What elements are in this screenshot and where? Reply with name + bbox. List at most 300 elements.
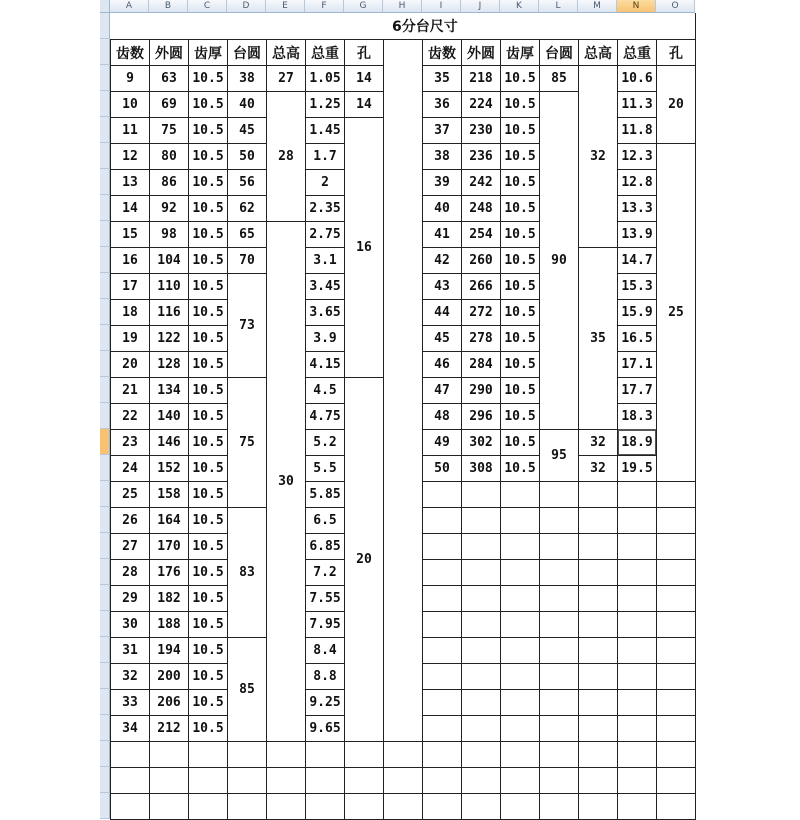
empty-cell[interactable]: [461, 481, 501, 508]
empty-cell[interactable]: [422, 741, 462, 768]
empty-cell[interactable]: [578, 481, 618, 508]
row-header[interactable]: [100, 273, 110, 299]
cell-tooth-count[interactable]: 15: [110, 221, 150, 248]
empty-cell[interactable]: [422, 637, 462, 664]
cell-tooth-count[interactable]: 35: [422, 65, 462, 92]
empty-cell[interactable]: [266, 767, 306, 794]
cell-total-height[interactable]: 32: [578, 65, 618, 248]
cell-hub-diameter[interactable]: 85: [539, 65, 579, 92]
cell-bore[interactable]: 25: [656, 143, 696, 482]
cell-hub-diameter[interactable]: 95: [539, 429, 579, 482]
cell-outer-diameter[interactable]: 290: [461, 377, 501, 404]
cell-total-weight[interactable]: 7.55: [305, 585, 345, 612]
cell-outer-diameter[interactable]: 242: [461, 169, 501, 196]
empty-cell[interactable]: [422, 533, 462, 560]
row-header[interactable]: [100, 169, 110, 195]
cell-tooth-count[interactable]: 19: [110, 325, 150, 352]
empty-cell[interactable]: [149, 741, 189, 768]
empty-cell[interactable]: [422, 767, 462, 794]
cell-tooth-thickness[interactable]: 10.5: [500, 273, 540, 300]
empty-cell[interactable]: [617, 715, 657, 742]
cell-total-weight[interactable]: 12.8: [617, 169, 657, 196]
cell-total-weight[interactable]: 1.05: [305, 65, 345, 92]
cell-tooth-thickness[interactable]: 10.5: [188, 247, 228, 274]
empty-cell[interactable]: [500, 507, 540, 534]
column-header-m[interactable]: M: [578, 0, 617, 13]
cell-outer-diameter[interactable]: 134: [149, 377, 189, 404]
cell-total-height[interactable]: 30: [266, 221, 306, 742]
cell-outer-diameter[interactable]: 80: [149, 143, 189, 170]
empty-cell[interactable]: [461, 559, 501, 586]
empty-cell[interactable]: [422, 793, 462, 820]
empty-cell[interactable]: [500, 481, 540, 508]
row-header[interactable]: [100, 143, 110, 169]
cell-tooth-count[interactable]: 33: [110, 689, 150, 716]
cell-outer-diameter[interactable]: 146: [149, 429, 189, 456]
empty-cell[interactable]: [422, 585, 462, 612]
row-header[interactable]: [100, 91, 110, 117]
empty-cell[interactable]: [617, 663, 657, 690]
empty-cell[interactable]: [539, 715, 579, 742]
column-header-f[interactable]: F: [305, 0, 344, 13]
cell-tooth-count[interactable]: 44: [422, 299, 462, 326]
cell-tooth-count[interactable]: 18: [110, 299, 150, 326]
cell-tooth-count[interactable]: 46: [422, 351, 462, 378]
row-header[interactable]: [100, 13, 110, 39]
empty-cell[interactable]: [617, 689, 657, 716]
cell-outer-diameter[interactable]: 206: [149, 689, 189, 716]
empty-cell[interactable]: [656, 585, 696, 612]
cell-outer-diameter[interactable]: 158: [149, 481, 189, 508]
cell-outer-diameter[interactable]: 212: [149, 715, 189, 742]
cell-outer-diameter[interactable]: 296: [461, 403, 501, 430]
row-header[interactable]: [100, 715, 110, 741]
cell-total-weight[interactable]: 17.1: [617, 351, 657, 378]
row-header[interactable]: [100, 247, 110, 273]
empty-cell[interactable]: [461, 715, 501, 742]
cell-tooth-count[interactable]: 16: [110, 247, 150, 274]
empty-cell[interactable]: [578, 689, 618, 716]
empty-cell[interactable]: [656, 741, 696, 768]
cell-tooth-count[interactable]: 12: [110, 143, 150, 170]
empty-cell[interactable]: [461, 663, 501, 690]
cell-tooth-count[interactable]: 21: [110, 377, 150, 404]
row-header[interactable]: [100, 663, 110, 689]
cell-total-weight[interactable]: 12.3: [617, 143, 657, 170]
row-header[interactable]: [100, 65, 110, 91]
empty-cell[interactable]: [578, 507, 618, 534]
cell-outer-diameter[interactable]: 224: [461, 91, 501, 118]
row-header[interactable]: [100, 39, 110, 65]
empty-cell[interactable]: [149, 767, 189, 794]
cell-tooth-count[interactable]: 20: [110, 351, 150, 378]
cell-total-weight[interactable]: 11.8: [617, 117, 657, 144]
cell-outer-diameter[interactable]: 230: [461, 117, 501, 144]
active-cell[interactable]: 18.9: [617, 429, 657, 456]
cell-tooth-count[interactable]: 31: [110, 637, 150, 664]
cell-tooth-count[interactable]: 27: [110, 533, 150, 560]
cell-hub-diameter[interactable]: 38: [227, 65, 267, 92]
empty-cell[interactable]: [344, 793, 384, 820]
cell-total-weight[interactable]: 1.7: [305, 143, 345, 170]
cell-total-weight[interactable]: 11.3: [617, 91, 657, 118]
empty-cell[interactable]: [539, 663, 579, 690]
cell-total-weight[interactable]: 3.9: [305, 325, 345, 352]
cell-tooth-count[interactable]: 22: [110, 403, 150, 430]
empty-cell[interactable]: [500, 533, 540, 560]
cell-outer-diameter[interactable]: 278: [461, 325, 501, 352]
cell-tooth-thickness[interactable]: 10.5: [500, 221, 540, 248]
cell-hub-diameter[interactable]: 62: [227, 195, 267, 222]
empty-cell[interactable]: [539, 689, 579, 716]
empty-cell[interactable]: [500, 715, 540, 742]
row-header[interactable]: [100, 481, 110, 507]
column-header-j[interactable]: J: [461, 0, 500, 13]
row-header[interactable]: [100, 559, 110, 585]
cell-outer-diameter[interactable]: 122: [149, 325, 189, 352]
empty-cell[interactable]: [578, 611, 618, 638]
cell-outer-diameter[interactable]: 308: [461, 455, 501, 482]
empty-cell[interactable]: [500, 611, 540, 638]
cell-total-weight[interactable]: 5.5: [305, 455, 345, 482]
cell-tooth-count[interactable]: 39: [422, 169, 462, 196]
cell-hub-diameter[interactable]: 85: [227, 637, 267, 742]
row-header[interactable]: [100, 325, 110, 351]
cell-hub-diameter[interactable]: 73: [227, 273, 267, 378]
column-header-i[interactable]: I: [422, 0, 461, 13]
cell-tooth-thickness[interactable]: 10.5: [188, 559, 228, 586]
empty-cell[interactable]: [461, 637, 501, 664]
empty-cell[interactable]: [539, 533, 579, 560]
row-header[interactable]: [100, 429, 110, 455]
column-header-c[interactable]: C: [188, 0, 227, 13]
cell-total-weight[interactable]: 16.5: [617, 325, 657, 352]
cell-tooth-thickness[interactable]: 10.5: [500, 325, 540, 352]
column-header-d[interactable]: D: [227, 0, 266, 13]
cell-total-weight[interactable]: 8.4: [305, 637, 345, 664]
empty-cell[interactable]: [656, 507, 696, 534]
empty-cell[interactable]: [422, 559, 462, 586]
cell-total-weight[interactable]: 15.3: [617, 273, 657, 300]
cell-total-weight[interactable]: 14.7: [617, 247, 657, 274]
row-header[interactable]: [100, 793, 110, 819]
cell-tooth-thickness[interactable]: 10.5: [500, 299, 540, 326]
cell-outer-diameter[interactable]: 86: [149, 169, 189, 196]
empty-cell[interactable]: [617, 481, 657, 508]
empty-cell[interactable]: [110, 767, 150, 794]
cell-outer-diameter[interactable]: 218: [461, 65, 501, 92]
cell-total-height[interactable]: 32: [578, 455, 618, 482]
cell-tooth-count[interactable]: 24: [110, 455, 150, 482]
cell-tooth-thickness[interactable]: 10.5: [188, 715, 228, 742]
row-header[interactable]: [100, 299, 110, 325]
cell-outer-diameter[interactable]: 69: [149, 91, 189, 118]
row-header[interactable]: [100, 741, 110, 767]
cell-tooth-thickness[interactable]: 10.5: [188, 143, 228, 170]
cell-total-weight[interactable]: 9.65: [305, 715, 345, 742]
cell-outer-diameter[interactable]: 170: [149, 533, 189, 560]
empty-cell[interactable]: [617, 533, 657, 560]
row-header[interactable]: [100, 117, 110, 143]
cell-tooth-thickness[interactable]: 10.5: [188, 195, 228, 222]
cell-outer-diameter[interactable]: 260: [461, 247, 501, 274]
cell-tooth-count[interactable]: 26: [110, 507, 150, 534]
empty-cell[interactable]: [656, 663, 696, 690]
cell-tooth-thickness[interactable]: 10.5: [188, 299, 228, 326]
cell-tooth-count[interactable]: 45: [422, 325, 462, 352]
row-header[interactable]: [100, 377, 110, 403]
empty-cell[interactable]: [578, 793, 618, 820]
empty-cell[interactable]: [617, 585, 657, 612]
empty-cell[interactable]: [110, 793, 150, 820]
empty-cell[interactable]: [500, 689, 540, 716]
cell-outer-diameter[interactable]: 266: [461, 273, 501, 300]
cell-tooth-thickness[interactable]: 10.5: [500, 377, 540, 404]
empty-cell[interactable]: [266, 741, 306, 768]
cell-total-height[interactable]: 28: [266, 91, 306, 222]
empty-cell[interactable]: [110, 741, 150, 768]
empty-cell[interactable]: [539, 611, 579, 638]
row-header[interactable]: [100, 585, 110, 611]
empty-cell[interactable]: [539, 767, 579, 794]
cell-tooth-thickness[interactable]: 10.5: [188, 325, 228, 352]
empty-cell[interactable]: [539, 741, 579, 768]
cell-tooth-thickness[interactable]: 10.5: [188, 221, 228, 248]
cell-tooth-thickness[interactable]: 10.5: [500, 455, 540, 482]
empty-cell[interactable]: [656, 559, 696, 586]
cell-tooth-thickness[interactable]: 10.5: [500, 143, 540, 170]
cell-tooth-count[interactable]: 25: [110, 481, 150, 508]
cell-total-weight[interactable]: 5.85: [305, 481, 345, 508]
cell-hub-diameter[interactable]: 45: [227, 117, 267, 144]
row-header[interactable]: [100, 637, 110, 663]
row-header[interactable]: [100, 507, 110, 533]
empty-cell[interactable]: [578, 741, 618, 768]
empty-cell[interactable]: [656, 533, 696, 560]
cell-tooth-thickness[interactable]: 10.5: [500, 169, 540, 196]
empty-cell[interactable]: [578, 585, 618, 612]
empty-cell[interactable]: [188, 793, 228, 820]
column-header-g[interactable]: G: [344, 0, 383, 13]
cell-tooth-count[interactable]: 38: [422, 143, 462, 170]
empty-cell[interactable]: [578, 663, 618, 690]
cell-tooth-thickness[interactable]: 10.5: [188, 429, 228, 456]
empty-cell[interactable]: [422, 611, 462, 638]
empty-cell[interactable]: [617, 611, 657, 638]
empty-cell[interactable]: [422, 689, 462, 716]
empty-cell[interactable]: [461, 507, 501, 534]
cell-total-height[interactable]: 27: [266, 65, 306, 92]
cell-tooth-count[interactable]: 47: [422, 377, 462, 404]
cell-total-weight[interactable]: 8.8: [305, 663, 345, 690]
empty-cell[interactable]: [227, 793, 267, 820]
select-all-corner[interactable]: [100, 0, 110, 13]
row-header[interactable]: [100, 455, 110, 481]
row-header[interactable]: [100, 533, 110, 559]
cell-tooth-count[interactable]: 43: [422, 273, 462, 300]
column-header-a[interactable]: A: [110, 0, 149, 13]
cell-outer-diameter[interactable]: 302: [461, 429, 501, 456]
empty-cell[interactable]: [617, 793, 657, 820]
cell-outer-diameter[interactable]: 272: [461, 299, 501, 326]
cell-outer-diameter[interactable]: 140: [149, 403, 189, 430]
cell-tooth-thickness[interactable]: 10.5: [500, 429, 540, 456]
cell-hub-diameter[interactable]: 56: [227, 169, 267, 196]
cell-bore[interactable]: 20: [344, 377, 384, 742]
column-header-h[interactable]: H: [383, 0, 422, 13]
row-header[interactable]: [100, 403, 110, 429]
cell-tooth-thickness[interactable]: 10.5: [188, 663, 228, 690]
cell-hub-diameter[interactable]: 70: [227, 247, 267, 274]
empty-cell[interactable]: [422, 663, 462, 690]
cell-tooth-thickness[interactable]: 10.5: [188, 507, 228, 534]
cell-tooth-count[interactable]: 9: [110, 65, 150, 92]
spreadsheet-grid[interactable]: [100, 0, 697, 800]
empty-cell[interactable]: [539, 559, 579, 586]
cell-total-weight[interactable]: 9.25: [305, 689, 345, 716]
cell-tooth-thickness[interactable]: 10.5: [188, 117, 228, 144]
cell-tooth-count[interactable]: 42: [422, 247, 462, 274]
empty-cell[interactable]: [500, 559, 540, 586]
empty-cell[interactable]: [539, 507, 579, 534]
empty-cell[interactable]: [422, 715, 462, 742]
cell-outer-diameter[interactable]: 254: [461, 221, 501, 248]
cell-tooth-thickness[interactable]: 10.5: [188, 481, 228, 508]
empty-cell[interactable]: [617, 507, 657, 534]
empty-cell[interactable]: [656, 715, 696, 742]
empty-cell[interactable]: [578, 715, 618, 742]
empty-cell[interactable]: [344, 767, 384, 794]
empty-cell[interactable]: [305, 767, 345, 794]
row-header[interactable]: [100, 351, 110, 377]
cell-outer-diameter[interactable]: 248: [461, 195, 501, 222]
column-header-k[interactable]: K: [500, 0, 539, 13]
cell-tooth-thickness[interactable]: 10.5: [188, 91, 228, 118]
empty-cell[interactable]: [617, 559, 657, 586]
cell-outer-diameter[interactable]: 128: [149, 351, 189, 378]
column-header-n[interactable]: N: [617, 0, 656, 13]
cell-outer-diameter[interactable]: 176: [149, 559, 189, 586]
cell-total-height[interactable]: 35: [578, 247, 618, 430]
cell-bore[interactable]: 14: [344, 91, 384, 118]
cell-bore[interactable]: 16: [344, 117, 384, 378]
empty-cell[interactable]: [539, 793, 579, 820]
cell-tooth-thickness[interactable]: 10.5: [188, 689, 228, 716]
cell-tooth-thickness[interactable]: 10.5: [188, 637, 228, 664]
cell-tooth-count[interactable]: 28: [110, 559, 150, 586]
cell-total-weight[interactable]: 2: [305, 169, 345, 196]
empty-cell[interactable]: [422, 481, 462, 508]
cell-total-weight[interactable]: 7.2: [305, 559, 345, 586]
empty-cell[interactable]: [227, 741, 267, 768]
empty-cell[interactable]: [617, 741, 657, 768]
cell-total-weight[interactable]: 5.2: [305, 429, 345, 456]
column-header-o[interactable]: O: [656, 0, 695, 13]
cell-outer-diameter[interactable]: 182: [149, 585, 189, 612]
cell-total-weight[interactable]: 19.5: [617, 455, 657, 482]
empty-cell[interactable]: [461, 533, 501, 560]
cell-total-weight[interactable]: 2.35: [305, 195, 345, 222]
row-header[interactable]: [100, 221, 110, 247]
empty-cell[interactable]: [461, 767, 501, 794]
cell-total-weight[interactable]: 17.7: [617, 377, 657, 404]
cell-outer-diameter[interactable]: 284: [461, 351, 501, 378]
empty-cell[interactable]: [500, 585, 540, 612]
cell-outer-diameter[interactable]: 92: [149, 195, 189, 222]
cell-hub-diameter[interactable]: 75: [227, 377, 267, 508]
cell-total-weight[interactable]: 1.45: [305, 117, 345, 144]
empty-cell[interactable]: [266, 793, 306, 820]
empty-cell[interactable]: [656, 611, 696, 638]
cell-total-height[interactable]: 32: [578, 429, 618, 456]
cell-tooth-count[interactable]: 30: [110, 611, 150, 638]
cell-hub-diameter[interactable]: 83: [227, 507, 267, 638]
cell-tooth-count[interactable]: 37: [422, 117, 462, 144]
empty-cell[interactable]: [656, 767, 696, 794]
cell-total-weight[interactable]: 13.9: [617, 221, 657, 248]
empty-cell[interactable]: [578, 767, 618, 794]
cell-tooth-thickness[interactable]: 10.5: [500, 91, 540, 118]
empty-cell[interactable]: [344, 741, 384, 768]
empty-cell[interactable]: [500, 637, 540, 664]
cell-tooth-count[interactable]: 34: [110, 715, 150, 742]
cell-tooth-count[interactable]: 13: [110, 169, 150, 196]
empty-cell[interactable]: [305, 741, 345, 768]
empty-cell[interactable]: [383, 767, 423, 794]
empty-cell[interactable]: [578, 533, 618, 560]
cell-tooth-count[interactable]: 10: [110, 91, 150, 118]
empty-cell[interactable]: [500, 663, 540, 690]
empty-cell[interactable]: [578, 637, 618, 664]
cell-tooth-thickness[interactable]: 10.5: [188, 169, 228, 196]
cell-outer-diameter[interactable]: 98: [149, 221, 189, 248]
cell-tooth-thickness[interactable]: 10.5: [188, 403, 228, 430]
empty-cell[interactable]: [656, 481, 696, 508]
empty-cell[interactable]: [461, 689, 501, 716]
empty-cell[interactable]: [617, 767, 657, 794]
cell-hub-diameter[interactable]: 65: [227, 221, 267, 248]
cell-outer-diameter[interactable]: 110: [149, 273, 189, 300]
column-header-l[interactable]: L: [539, 0, 578, 13]
empty-cell[interactable]: [500, 741, 540, 768]
cell-tooth-count[interactable]: 41: [422, 221, 462, 248]
empty-cell[interactable]: [656, 793, 696, 820]
cell-tooth-count[interactable]: 50: [422, 455, 462, 482]
cell-tooth-count[interactable]: 48: [422, 403, 462, 430]
empty-cell[interactable]: [188, 767, 228, 794]
cell-outer-diameter[interactable]: 236: [461, 143, 501, 170]
empty-cell[interactable]: [188, 741, 228, 768]
cell-tooth-thickness[interactable]: 10.5: [500, 351, 540, 378]
cell-bore[interactable]: 14: [344, 65, 384, 92]
cell-outer-diameter[interactable]: 194: [149, 637, 189, 664]
cell-tooth-count[interactable]: 14: [110, 195, 150, 222]
cell-total-weight[interactable]: 4.15: [305, 351, 345, 378]
column-header-b[interactable]: B: [149, 0, 188, 13]
cell-total-weight[interactable]: 3.45: [305, 273, 345, 300]
empty-cell[interactable]: [383, 741, 423, 768]
cell-total-weight[interactable]: 6.5: [305, 507, 345, 534]
empty-cell[interactable]: [461, 793, 501, 820]
empty-cell[interactable]: [383, 793, 423, 820]
row-header[interactable]: [100, 767, 110, 793]
cell-outer-diameter[interactable]: 152: [149, 455, 189, 482]
cell-total-weight[interactable]: 4.75: [305, 403, 345, 430]
cell-total-weight[interactable]: 18.3: [617, 403, 657, 430]
cell-total-weight[interactable]: 2.75: [305, 221, 345, 248]
empty-cell[interactable]: [500, 793, 540, 820]
cell-tooth-thickness[interactable]: 10.5: [188, 65, 228, 92]
